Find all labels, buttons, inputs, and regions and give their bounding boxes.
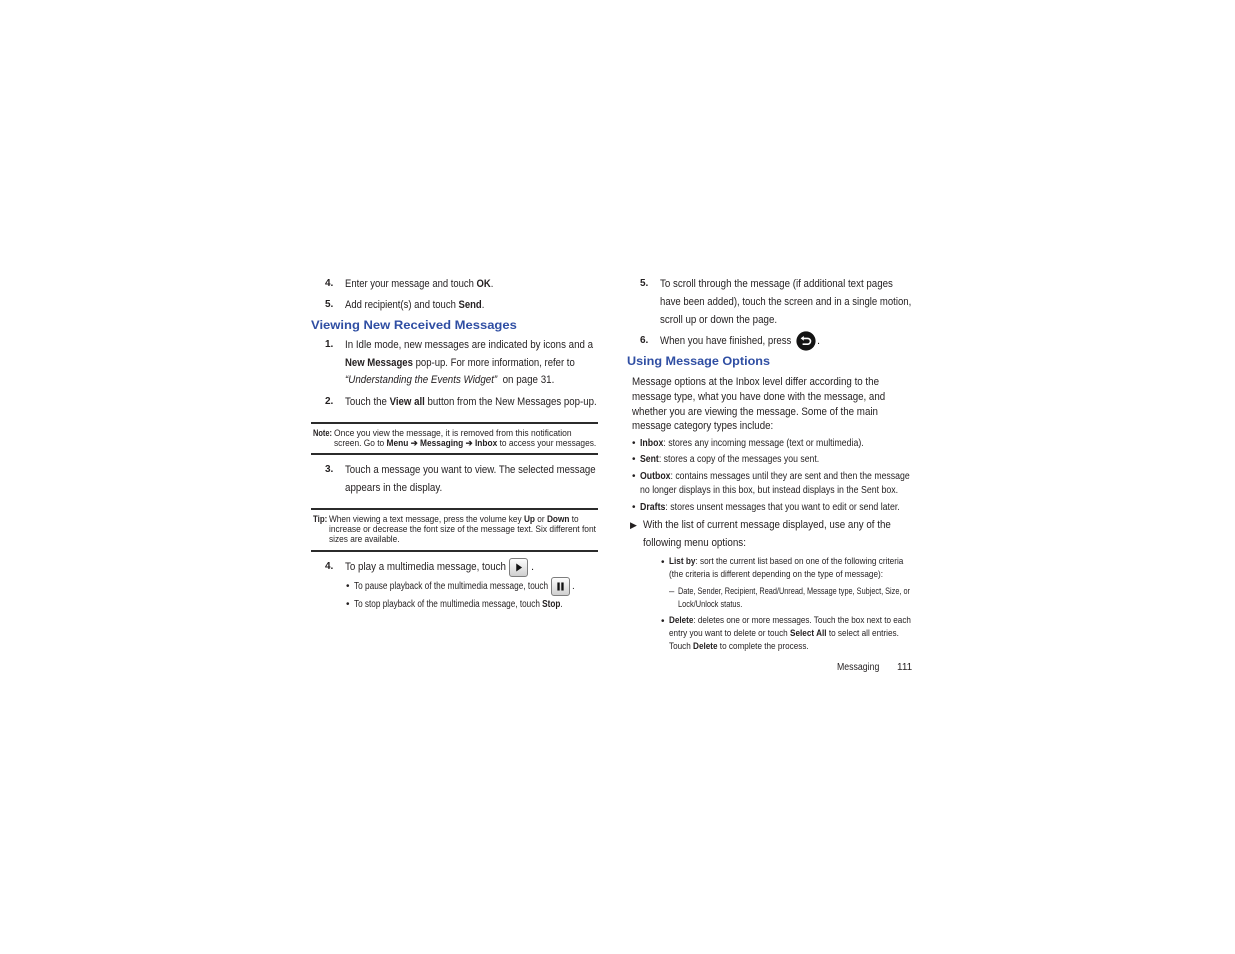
select-all-label: Select All: [790, 628, 827, 639]
menu-path-item: Messaging: [420, 438, 464, 448]
tip-line: sizes are available.: [329, 534, 400, 544]
note-text: to access your messages.: [497, 438, 597, 448]
step-number: 3.: [325, 464, 334, 475]
note-text: screen. Go to: [334, 438, 387, 448]
play-icon: [509, 558, 528, 577]
bullet-glyph: •: [632, 454, 636, 465]
step-finished: When you have finished, press: [660, 335, 792, 347]
step-enter-message: [345, 277, 493, 291]
sub-bullet-end: .: [560, 599, 563, 610]
procedure-line: following menu options:: [643, 537, 746, 549]
category-outbox: [640, 470, 910, 483]
step-scroll-line: have been added), touch the screen and in a single motion,: [660, 296, 912, 308]
section-heading-viewing-messages: Viewing New Received Messages: [311, 318, 517, 332]
option-description: [669, 628, 899, 640]
note-label: Note:: [313, 428, 332, 438]
step-end: .: [817, 335, 821, 347]
intro-line: message category types include:: [632, 420, 774, 432]
path-arrow-icon: ➔: [465, 438, 473, 448]
option-description: (the criteria is different depending on the type of message):: [669, 569, 884, 580]
step-text: Add recipient(s) and touch: [345, 299, 459, 311]
step-text: Enter your message and touch: [345, 278, 477, 290]
category-name: Outbox: [640, 471, 671, 482]
view-all-label: View all: [389, 396, 425, 408]
step-number: 6.: [640, 335, 649, 346]
footer-section-name: Messaging: [837, 662, 880, 673]
step-number: 1.: [325, 339, 334, 350]
note-bottom-rule: [311, 453, 598, 455]
menu-path-item: Inbox: [474, 438, 498, 448]
step-number: 5.: [325, 299, 334, 310]
option-text: to complete the process.: [717, 641, 809, 652]
category-inbox: [640, 437, 864, 450]
tip-text: to: [569, 514, 579, 524]
option-text: entry you want to delete or touch: [669, 628, 791, 639]
option-list-by: [669, 556, 903, 568]
new-messages-label: New Messages: [345, 357, 413, 369]
option-text: to select all entries.: [826, 628, 899, 639]
page-reference: on page 31.: [497, 374, 555, 386]
step-view-all: [345, 395, 597, 409]
category-description: : contains messages until they are sent and then the message: [670, 471, 910, 482]
step-touch-message-line: Touch a message you want to view. The selected message: [345, 464, 596, 476]
category-description: : stores unsent messages that you want to edit or send later.: [665, 502, 900, 513]
option-name: Delete: [669, 615, 694, 626]
category-drafts: [640, 501, 900, 514]
bullet-glyph: •: [661, 616, 665, 627]
step-text: pop-up. For more information, refer to: [412, 357, 575, 369]
step-end: .: [481, 299, 485, 311]
option-delete: [669, 615, 911, 627]
procedure-arrow-icon: ▶: [630, 520, 637, 530]
sub-bullet-text: To stop playback of the multimedia message, touch: [354, 599, 543, 610]
tip-text: or: [534, 514, 547, 524]
bullet-glyph: •: [346, 599, 350, 610]
intro-line: Message options at the Inbox level differ according to the: [632, 376, 880, 388]
criteria-line: Lock/Unlock status.: [678, 599, 743, 610]
step-number: 4.: [325, 278, 334, 289]
note-top-rule: [311, 422, 598, 424]
tip-bottom-rule: [311, 550, 598, 552]
back-key-icon: [796, 331, 816, 351]
down-key-label: Down: [546, 514, 570, 524]
category-name: Inbox: [640, 438, 664, 449]
step-touch-message-line: appears in the display.: [345, 482, 443, 494]
bullet-glyph: •: [632, 438, 636, 449]
step-scroll-line: scroll up or down the page.: [660, 314, 778, 326]
option-text: Touch: [669, 641, 694, 652]
step-number: 5.: [640, 278, 649, 289]
step-number: 2.: [325, 396, 334, 407]
criteria-line: Date, Sender, Recipient, Read/Unread, Message type, Subject, Size, or: [678, 586, 910, 597]
step-end: .: [531, 561, 535, 573]
procedure-line: With the list of current message displayed, use any of the: [643, 519, 891, 531]
step-number: 4.: [325, 561, 334, 572]
stop-label: Stop: [542, 599, 561, 610]
section-heading-message-options: Using Message Options: [627, 354, 771, 368]
step-add-recipients: [345, 298, 484, 312]
intro-line: message type, what you have done with the message, and: [632, 391, 886, 403]
note-line: [334, 438, 596, 449]
tip-top-rule: [311, 508, 598, 510]
category-description: : stores a copy of the messages you sent.: [658, 454, 820, 465]
bullet-glyph: •: [632, 502, 636, 513]
category-name: Drafts: [640, 502, 666, 513]
option-description: [669, 641, 809, 653]
step-text: button from the New Messages pop-up.: [424, 396, 597, 408]
bullet-glyph: •: [632, 471, 636, 482]
bullet-glyph: •: [661, 557, 665, 568]
category-description: : stores any incoming message (text or multimedia).: [663, 438, 864, 449]
intro-line: whether you are viewing the message. Some of the main: [632, 406, 878, 418]
tip-line: increase or decrease the font size of the message text. Six different font: [329, 524, 596, 534]
step-play-multimedia: To play a multimedia message, touch: [345, 561, 506, 573]
up-key-label: Up: [523, 514, 535, 524]
tip-label: Tip:: [313, 514, 328, 524]
option-description: : sort the current list based on one of the following criteria: [695, 556, 904, 567]
path-arrow-icon: ➔: [410, 438, 418, 448]
send-label: Send: [458, 299, 482, 311]
step-idle-mode-line: In Idle mode, new messages are indicated by icons and a: [345, 339, 594, 351]
sub-bullet-end: .: [572, 581, 575, 592]
step-idle-mode-line: [345, 356, 575, 370]
category-sent: [640, 453, 819, 466]
pause-icon: [551, 577, 570, 596]
option-description: : deletes one or more messages. Touch the box next to each: [693, 615, 911, 626]
sub-bullet-stop: [354, 598, 563, 611]
cross-reference: “Understanding the Events Widget”: [345, 374, 498, 386]
delete-label: Delete: [693, 641, 718, 652]
menu-path-item: Menu: [386, 438, 409, 448]
step-idle-mode-line: [345, 373, 554, 387]
step-end: .: [490, 278, 494, 290]
note-line: Once you view the message, it is removed from this notification: [334, 428, 572, 438]
bullet-glyph: •: [346, 581, 350, 592]
step-text: Touch the: [345, 396, 390, 408]
sub-bullet-pause: To pause playback of the multimedia message, touch: [354, 581, 549, 592]
tip-text: When viewing a text message, press the volume key: [329, 514, 524, 524]
category-name: Sent: [640, 454, 659, 465]
step-scroll-line: To scroll through the message (if additional text pages: [660, 278, 893, 290]
option-name: List by: [669, 556, 696, 567]
category-description: no longer displays in this box, but instead displays in the Sent box.: [640, 485, 899, 496]
page-number: 111: [897, 662, 913, 673]
ok-label: OK: [476, 278, 491, 290]
dash-glyph: –: [669, 586, 675, 597]
